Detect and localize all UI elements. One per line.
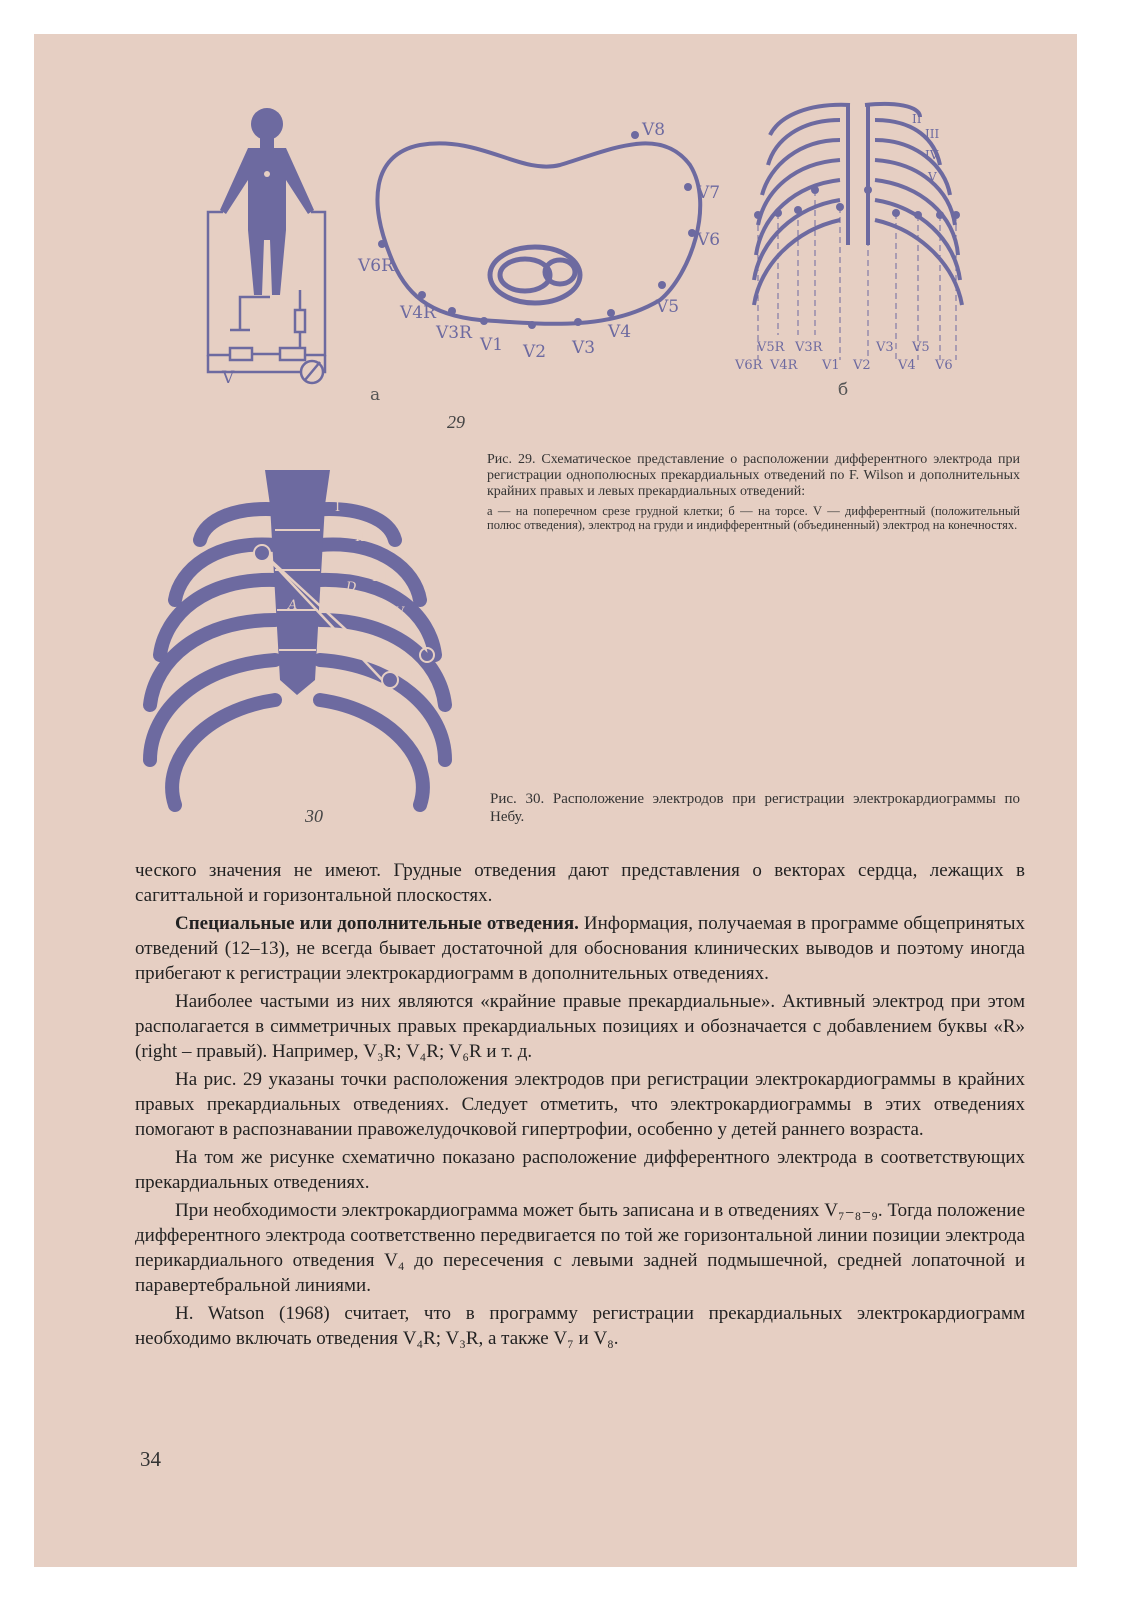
rib-numeral-iii: III (925, 127, 940, 141)
torso-lead-v1: V1 (822, 358, 840, 373)
paragraph-2-heading: Специальные или дополнительные отведения. (175, 913, 579, 934)
figure-29-number: 29 (447, 412, 465, 432)
paragraph-2-text: Информация, получаемая в программе общепринятых отведений (12–13), не всегда бывает достаточной для обоснования клинических выводов и поэтому иногда прибегают к регистрации электрокардиограмм в дополнительных отведениях. (135, 913, 1025, 984)
rib-numeral-iv: IV (925, 148, 939, 162)
rib30-iv: IV (390, 605, 405, 620)
lead-v3: V3 (572, 338, 596, 358)
rib-numeral-ii: II (912, 112, 922, 126)
lead-v3r: V3R (436, 323, 472, 343)
figure-29a-circuit (190, 100, 350, 390)
lead-v5: V5 (656, 297, 680, 317)
paragraph-6: При необходимости электрокардиограмма может быть записана и в отведениях V₇₋₈₋₉. Тогда положение дифферентного электрода соответственно передвигается по той же горизонтальной линии позиции электрода перикардиального отведения V₄ до пересечения с левыми задней подмышечной, средней лопаточной и паравертебральной линиями. (135, 1200, 1025, 1296)
paragraph-4: На рис. 29 указаны точки расположения электродов при регистрации электрокардиограммы в крайних правых прекардиальных отведениях. Следует отметить, что электрокардиограммы в этих отведениях помогают в распознавании правожелудочковой гипертрофии, особенно у детей раннего возраста. (135, 1069, 1025, 1140)
figure-29b-torso (740, 95, 980, 375)
lead-v6r: V6R (358, 256, 394, 276)
v-label: V (222, 368, 235, 388)
lead-v1: V1 (480, 335, 504, 355)
lead-v8: V8 (642, 120, 666, 140)
rib30-iii: III (372, 570, 388, 585)
lead-v4: V4 (608, 322, 632, 342)
rib30-v: V (392, 648, 402, 663)
torso-lead-v6r: V6R (735, 358, 763, 373)
figure-30-rib-cage (125, 460, 470, 835)
torso-lead-v4: V4 (898, 358, 916, 373)
figure-30-caption: Рис. 30. Расположение электродов при регистрации электрокардиограммы по Небу. (490, 791, 1020, 825)
torso-lead-v5r: V5R (757, 340, 785, 355)
figure-29-caption-sub: а — на поперечном срезе грудной клетки; б — на торсе. V — дифферентный (положительный полюс отведения), электрод на груди и индифферентный (объединенный) электрод на конечностях. (487, 504, 1020, 532)
paragraph-2 (135, 911, 1025, 986)
lead-v4r: V4R (400, 303, 436, 323)
paragraph-3: Наиболее частыми из них являются «крайние правые прекардиальные». Активный электрод при этом располагается в симметричных правых прекардиальных позициях и обозначается с добавлением буквы «R» (right – правый). Например, V₃R; V₄R; V₆R и т. д. (135, 991, 1025, 1062)
torso-lead-v5: V5 (912, 340, 930, 355)
panel-b-label: б (838, 380, 849, 400)
torso-lead-v4r: V4R (770, 358, 798, 373)
label-d: D (346, 580, 357, 595)
body-text (135, 858, 1025, 1354)
page-number: 34 (140, 1447, 161, 1471)
figure-29-caption-main: Рис. 29. Схематическое представление о расположении дифферентного электрода при регистрации однополюсных прекардиальных отведений по F. Wilson и дополнительных крайних правых и левых прекардиальных отведений: (487, 452, 1020, 499)
paragraph-7: H. Watson (1968) считает, что в программу регистрации прекардиальных электрокардиограмм необходимо включать отведения V₄R; V₃R, а также V₇ и V₈. (135, 1303, 1025, 1349)
rib-numeral-v: V (928, 170, 937, 184)
torso-lead-v6: V6 (935, 358, 953, 373)
torso-lead-v3: V3 (876, 340, 894, 355)
panel-a-label: а (370, 385, 381, 405)
rib30-ii: II (355, 530, 366, 545)
rib30-i: I (335, 500, 341, 515)
figure-30-number: 30 (305, 806, 323, 826)
figure-29-caption (487, 452, 1020, 532)
paragraph-5: На том же рисунке схематично показано расположение дифферентного электрода в соответствующих прекардиальных отведениях. (135, 1147, 1025, 1193)
label-a: A (288, 598, 298, 613)
torso-lead-v2: V2 (853, 358, 871, 373)
torso-lead-v3r: V3R (795, 340, 823, 355)
lead-v2: V2 (523, 342, 547, 362)
lead-v6: V6 (697, 230, 721, 250)
rib30-i-lower: I (410, 665, 416, 680)
lead-v7: V7 (697, 183, 721, 203)
paragraph-1: ческого значения не имеют. Грудные отведения дают представления о векторах сердца, лежащих в сагиттальной и горизонтальной плоскостях. (135, 860, 1025, 906)
